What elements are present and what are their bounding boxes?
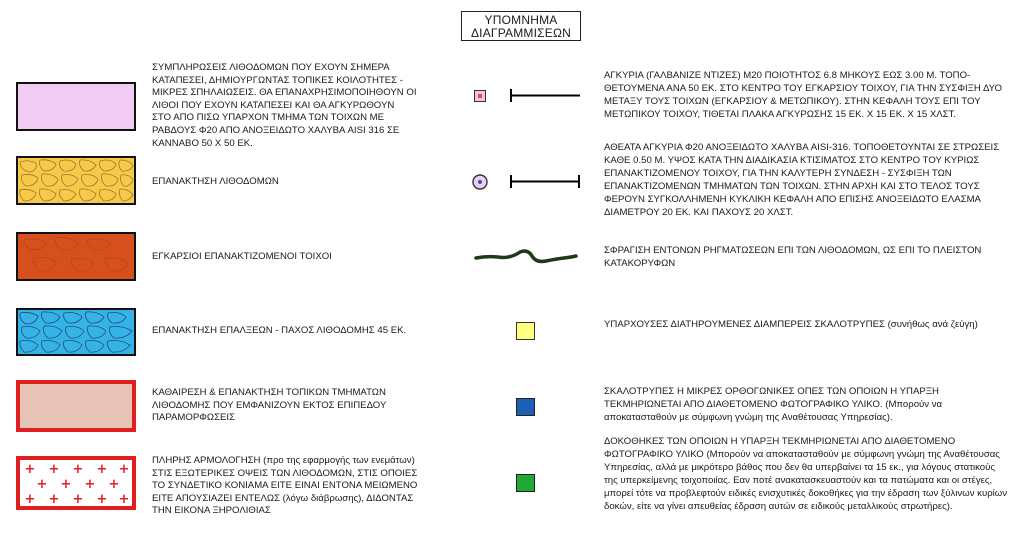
swatch-beige-red-border [16,380,136,432]
legend-text-through-holes: ΥΠΑΡΧΟΥΣΕΣ ΔΙΑΤΗΡΟΥΜΕΝΕΣ ΔΙΑΜΠΕΡΕΙΣ ΣΚΑΛΟΤΡΥΠΕΣ (συνήθως ανά ζεύγη) [604,319,978,330]
svg-text:+: + [60,477,72,492]
svg-text:+: + [72,492,84,507]
svg-text:+: + [118,462,130,477]
swatch-yellow-stone [16,156,136,205]
legend-text-repointing: ΠΛΗΡΗΣ ΑΡΜΟΛΟΓΗΣΗ (προ της εφαρμογής των ενεμάτων) ΣΤΙΣ ΕΞΩΤΕΡΙΚΕΣ ΟΨΕΙΣ ΤΩΝ ΛΙΘΟΔΟΜΩΝ, ΣΤΙΣ ΟΠΟΙΕΣ ΤΟ ΣΥΝΔΕΤΙΚΟ ΚΟΝΙΑΜΑ ΕΙΤΕ ΕΙΝΑΙ ΕΝΤΟΝΑ ΜΕΙΩΜΕΝΟ ΕΙΤΕ ΑΠΟΥΣΙΑΖΕΙ ΕΝΤΕΛΩΣ (λόγω διάβρωσης), ΔΙΔΟΝΤΑΣ ΤΗΝ ΕΙΚΟΝΑ ΞΗΡΟΛΙΘΙΑΣ [152,455,418,517]
legend-title [461,11,581,41]
svg-text:+: + [84,477,96,492]
legend-text-battlements: ΕΠΑΝΑΚΤΗΣΗ ΕΠΑΛΞΕΩΝ - ΠΑΧΟΣ ΛΙΘΟΔΟΜΗΣ 45 ΕΚ. [152,325,407,336]
legend-text-beam-sockets: ΔΟΚΟΘΗΚΕΣ ΤΩΝ ΟΠΟΙΩΝ Η ΥΠΑΡΞΗ ΤΕΚΜΗΡΙΩΝΕΤΑΙ ΑΠΟ ΔΙΑΘΕΤΟΜΕΝΟ ΦΩΤΟΓΡΑΦΙΚΟ ΥΛΙΚΟ (Μπορούν να αποκατασταθούν με σύμφωνη γνώμη της Αναθέτουσας Υπηρεσίας, αλλά με μικρότερο βάθος που δεν θα υπερβαίνει τα 15 εκ., για λόγους στατικούς της υπερκείμενης τοιχοποιίας. Εαν ποτέ ανακατασκευαστούν και τα πατώματα και οι στέγες, μπορεί τότε να προβλεφτούν ειδικές ενισχυτικές δοκοθήκες για την έδραση των ξύλινων κυρίων δοκών, είτε να γίνει απευθείας έδραση αυτών σε ειδικούς μεταλλικούς στρωτήρες). [604,436,1008,513]
svg-text:+: + [48,462,60,477]
swatch-orange-fill [16,232,136,281]
svg-text:+: + [72,462,84,477]
legend-title-line1: ΥΠΟΜΝΗΜΑ [484,13,558,27]
legend-text-infill-masonry: ΣΥΜΠΛΗΡΩΣΕΙΣ ΛΙΘΟΔΟΜΩΝ ΠΟΥ ΕΧΟΥΝ ΣΗΜΕΡΑ ΚΑΤΑΠΕΣΕΙ, ΔΗΜΙΟΥΡΓΩΝΤΑΣ ΤΟΠΙΚΕΣ ΚΟΙΛΟΤΗΤΕΣ - ΜΙΚΡΕΣ ΣΠΗΛΑΙΩΣΕΙΣ. ΘΑ ΕΠΑΝΑΧΡΗΣΙΜΟΠΟΙΗΘΟΥΝ ΟΙ ΛΙΘΟΙ ΠΟΥ ΕΧΟΥΝ ΚΑΤΑΠΕΣΕΙ ΚΑΙ ΘΑ ΑΓΚΥΡΩΘΟΥΝ ΣΤΟ ΑΠΟ ΠΙΣΩ ΥΠΑΡΧΟΝ ΤΜΗΜΑ ΤΩΝ ΤΟΙΧΩΝ ΜΕ ΡΑΒΔΟΥΣ Φ20 ΑΠΟ ΑΝΟΞΕΙΔΩΤΟ ΧΑΛΥΒΑ AISI 316 ΣΕ ΚΑΝΝΑΒΟ 50 Χ 50 ΕΚ. [152,62,417,149]
legend-text-transverse-walls: ΕΓΚΑΡΣΙΟΙ ΕΠΑΝΑΚΤΙΖΟΜΕΝΟΙ ΤΟΙΧΟΙ [152,251,332,262]
yellow-square-icon [516,322,535,340]
svg-text:+: + [118,492,130,507]
legend-text-demolition-rebuild: ΚΑΘΑΙΡΕΣΗ & ΕΠΑΝΑΚΤΗΣΗ ΤΟΠΙΚΩΝ ΤΜΗΜΑΤΩΝ ΛΙΘΟΔΟΜΗΣ ΠΟΥ ΕΜΦΑΝΙΖΟΥΝ ΕΚΤΟΣ ΕΠΙΠΕΔΟΥ ΠΑΡΑΜΟΡΦΩΣΕΙΣ [152,387,387,424]
swatch-pink-fill [16,82,136,131]
green-square-icon [516,474,535,492]
legend-text-scaffold-holes: ΣΚΑΛΟΤΡΥΠΕΣ Η ΜΙΚΡΕΣ ΟΡΘΟΓΩΝΙΚΕΣ ΟΠΕΣ ΤΩΝ ΟΠΟΙΩΝ Η ΥΠΑΡΞΗ ΤΕΚΜΗΡΙΩΝΕΤΑΙ ΑΠΟ ΔΙΑΘΕΤΟΜΕΝΟ ΦΩΤΟΓΡΑΦΙΚΟ ΥΛΙΚΟ. (Μπορούν να αποκατασταθούν με σύμφωνη γνώμη της Αναθέτουσας Υπηρεσίας). [604,386,943,424]
swatch-red-crosses [16,456,136,510]
svg-text:+: + [24,492,36,507]
svg-text:+: + [36,477,48,492]
svg-text:+: + [96,462,108,477]
anchor-rod-icon [509,88,581,103]
svg-text:+: + [24,462,36,477]
anchor-plate-marker-icon [474,89,486,101]
legend-title-line2: ΔΙΑΓΡΑΜΜΙΣΕΩΝ [470,26,572,40]
hidden-anchor-rod-icon [509,174,581,189]
legend-text-masonry-restoration: ΕΠΑΝΑΚΤΗΣΗ ΛΙΘΟΔΟΜΩΝ [152,176,279,187]
legend-text-anchor-rods: ΑΓΚΥΡΙΑ (ΓΑΛΒΑΝΙΖΕ ΝΤΙΖΕΣ) Μ20 ΠΟΙΟΤΗΤΟΣ 6.8 ΜΗΚΟΥΣ ΕΩΣ 3.00 Μ. ΤΟΠΟ-ΘΕΤΟΥΜΕΝΑ ΑΝΑ 50 ΕΚ. ΣΤΟ ΚΕΝΤΡΟ ΤΟΥ ΕΓΚΑΡΣΙΟΥ ΤΟΙΧΟΥ, ΓΙΑ ΤΗΝ ΣΥΣΦΙΞΗ ΔΥΟ ΜΕΤΑΞΥ ΤΟΥΣ ΤΟΙΧΩΝ (ΕΓΚΑΡΣΙΟΥ & ΜΕΤΩΠΙΚΟΥ). ΣΤΗΝ ΚΕΦΑΛΗ ΤΟΥΣ ΕΠΙ ΤΟΥ ΜΕΤΩΠΙΚΟΥ ΤΟΙΧΟΥ, ΤΙΘΕΤΑΙ ΠΛΑΚΑ ΑΓΚΥΡΩΣΗΣ 15 ΕΚ. Χ 15 ΕΚ. Χ 15 ΧΛΣΤ. [604,70,1002,121]
hidden-anchor-head-icon [472,174,488,190]
legend-text-crack-sealing: ΣΦΡΑΓΙΣΗ ΕΝΤΟΝΩΝ ΡΗΓΜΑΤΩΣΕΩΝ ΕΠΙ ΤΩΝ ΛΙΘΟΔΟΜΩΝ, ΩΣ ΕΠΙ ΤΟ ΠΛΕΙΣΤΟΝ ΚΑΤΑΚΟΡΥΦΩΝ [604,245,982,270]
svg-text:+: + [96,492,108,507]
svg-text:+: + [48,492,60,507]
swatch-blue-stone [16,308,136,356]
svg-text:+: + [108,477,120,492]
legend-text-hidden-anchors: ΑΘΕΑΤΑ ΑΓΚΥΡΙΑ Φ20 ΑΝΟΞΕΙΔΩΤΟ ΧΑΛΥΒΑ AISI-316. ΤΟΠΟΘΕΤΟΥΝΤΑΙ ΣΕ ΣΤΡΩΣΕΙΣ ΚΑΘΕ 0.50 Μ. ΥΨΟΣ ΚΑΤΑ ΤΗΝ ΔΙΑΔΙΚΑΣΙΑ ΚΤΙΣΙΜΑΤΟΣ ΣΤΟ ΚΕΝΤΡΟ ΤΟΥ ΚΥΡΙΩΣ ΕΠΑΝΑΚΤΙΖΟΜΕΝΟΥ ΤΟΙΧΟΥ, ΓΙΑ ΤΗΝ ΚΑΛΥΤΕΡΗ ΣΥΝΔΕΣΗ - ΣΥΣΦΙΞΗ ΤΩΝ ΕΠΑΝΑΚΤΙΖΟΜΕΝΩΝ ΤΜΗΜΑΤΩΝ ΤΩΝ ΤΟΙΧΩΝ. ΣΤΗΝ ΑΡΧΗ ΚΑΙ ΣΤΟ ΤΕΛΟΣ ΤΟΥΣ ΦΕΡΟΥΝ ΣΥΓΚΟΛΛΗΜΕΝΗ ΚΥΚΛΙΚΗ ΚΕΦΑΛΗ ΑΠΟ ΕΠΙΣΗΣ ΑΝΟΞΕΙΔΩΤΟ ΕΛΑΣΜΑ ΔΙΑΜΕΤΡΟΥ 20 ΕΚ. ΚΑΙ ΠΑΧΟΥΣ 20 ΧΛΣΤ. [604,142,1000,219]
blue-square-icon [516,398,535,416]
crack-sealing-line-icon [474,248,578,266]
